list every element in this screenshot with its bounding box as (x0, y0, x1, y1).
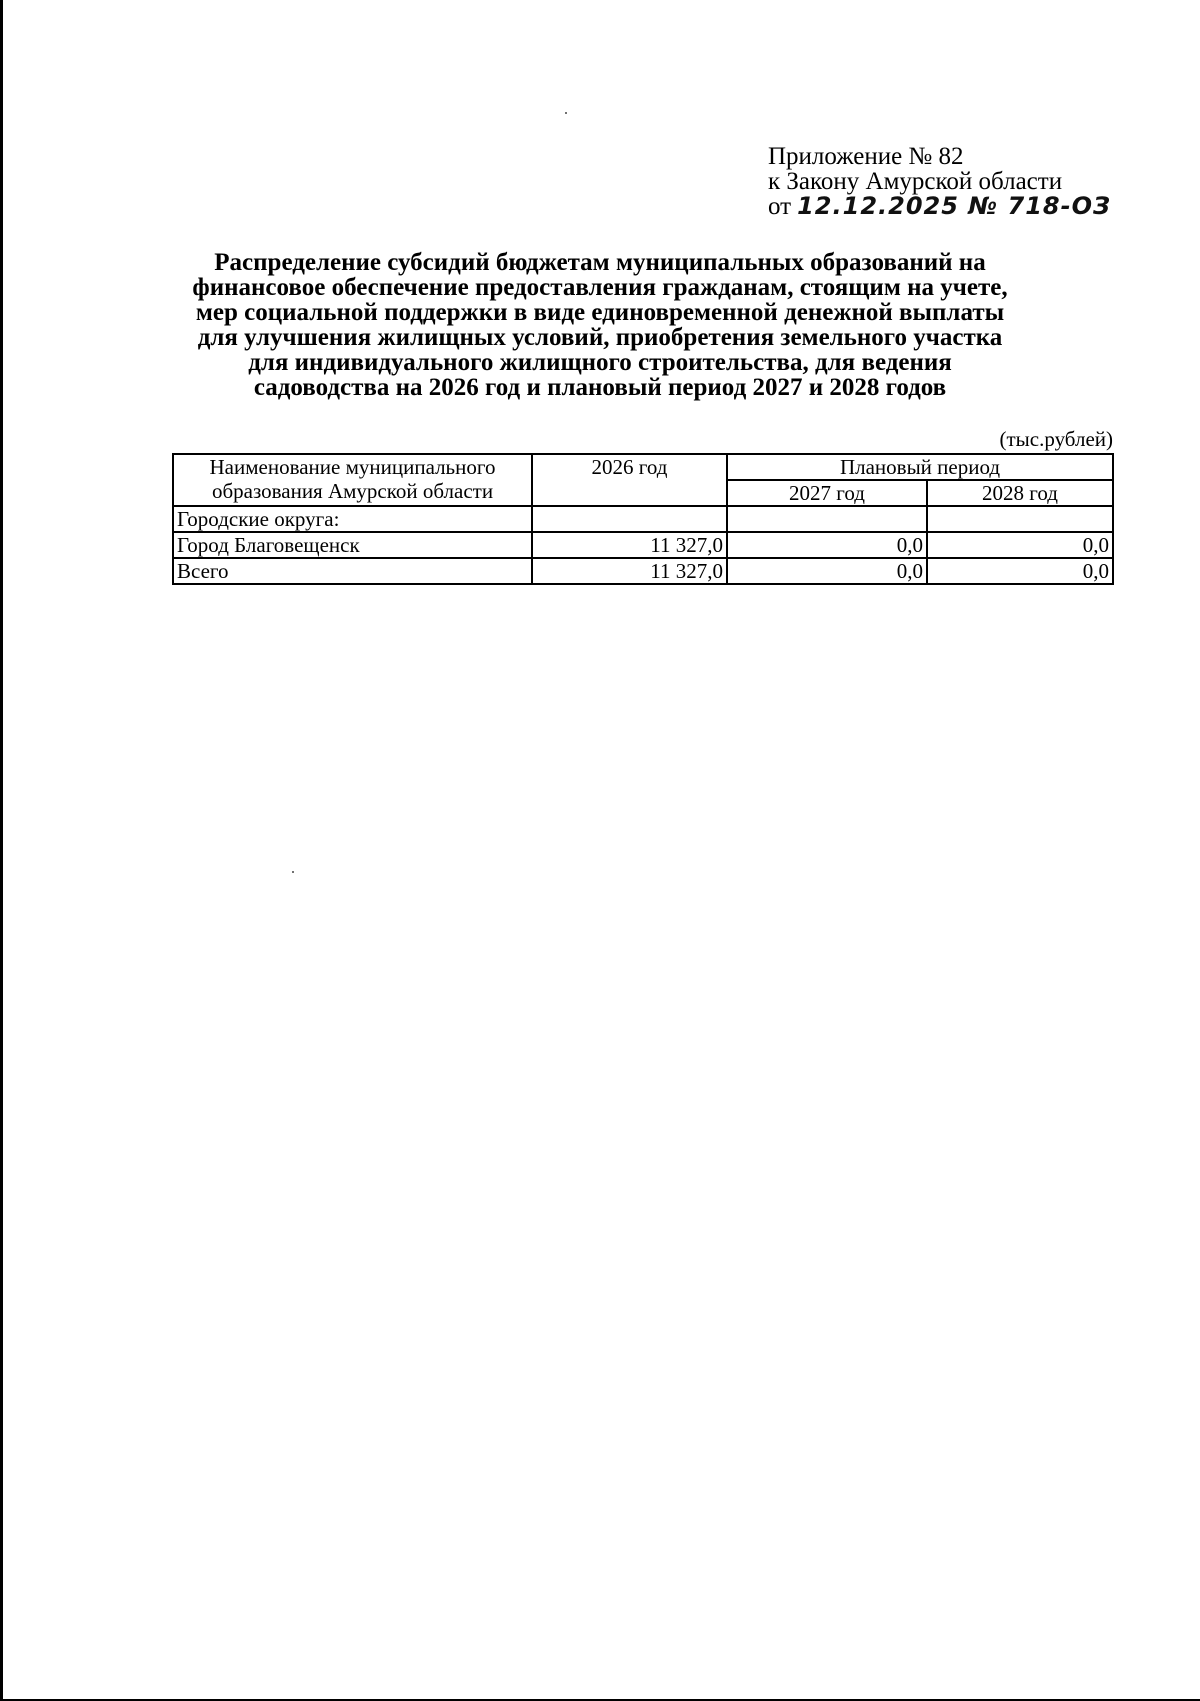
total-label: Всего (173, 558, 532, 584)
header-planned-period: Плановый период (727, 454, 1113, 480)
scan-speck (292, 871, 294, 873)
scan-edge-left (0, 0, 3, 1701)
table-total-row (173, 558, 1113, 584)
section-label: Городские округа: (173, 506, 532, 532)
header-municipality (173, 454, 532, 506)
document-title (150, 250, 1050, 400)
scan-speck (565, 112, 567, 114)
header-2028: 2028 год (927, 480, 1113, 506)
total-2028: 0,0 (927, 558, 1113, 584)
table-section-row (173, 506, 1113, 532)
subsidy-table (172, 453, 1114, 585)
value-2026: 11 327,0 (532, 532, 727, 558)
header-2026: 2026 год (532, 454, 727, 506)
appendix-date-line (768, 194, 1168, 219)
appendix-law: к Закону Амурской области (768, 168, 1063, 195)
title-line: мер социальной поддержки в виде единовременной денежной выплаты (195, 299, 1005, 326)
total-2026: 11 327,0 (532, 558, 727, 584)
unit-note: (тыс.рублей) (999, 427, 1113, 451)
title-line: финансовое обеспечение предоставления гражданам, стоящим на учете, (192, 274, 1008, 301)
title-line: для улучшения жилищных условий, приобретения земельного участка (197, 324, 1003, 351)
handwritten-date-number: 12.12.2025 № 718-ОЗ (797, 192, 1112, 220)
value-2027: 0,0 (727, 532, 927, 558)
title-line: садоводства на 2026 год и плановый период 2027 и 2028 годов (253, 374, 947, 401)
header-municipality-line: образования Амурской области (211, 479, 494, 503)
table-cell-empty (727, 506, 927, 532)
municipality-name: Город Благовещенск (173, 532, 532, 558)
table-cell-empty (532, 506, 727, 532)
appendix-date-prefix: от (768, 193, 792, 220)
value-2028: 0,0 (927, 532, 1113, 558)
appendix-block (768, 144, 1168, 219)
table-row (173, 532, 1113, 558)
table-header-row (173, 454, 1113, 480)
header-2027: 2027 год (727, 480, 927, 506)
appendix-number: Приложение № 82 (768, 143, 964, 170)
table-cell-empty (927, 506, 1113, 532)
title-line: для индивидуального жилищного строительства, для ведения (248, 349, 952, 376)
header-municipality-line: Наименование муниципального (209, 455, 496, 479)
title-line: Распределение субсидий бюджетам муниципальных образований на (214, 249, 986, 276)
total-2027: 0,0 (727, 558, 927, 584)
